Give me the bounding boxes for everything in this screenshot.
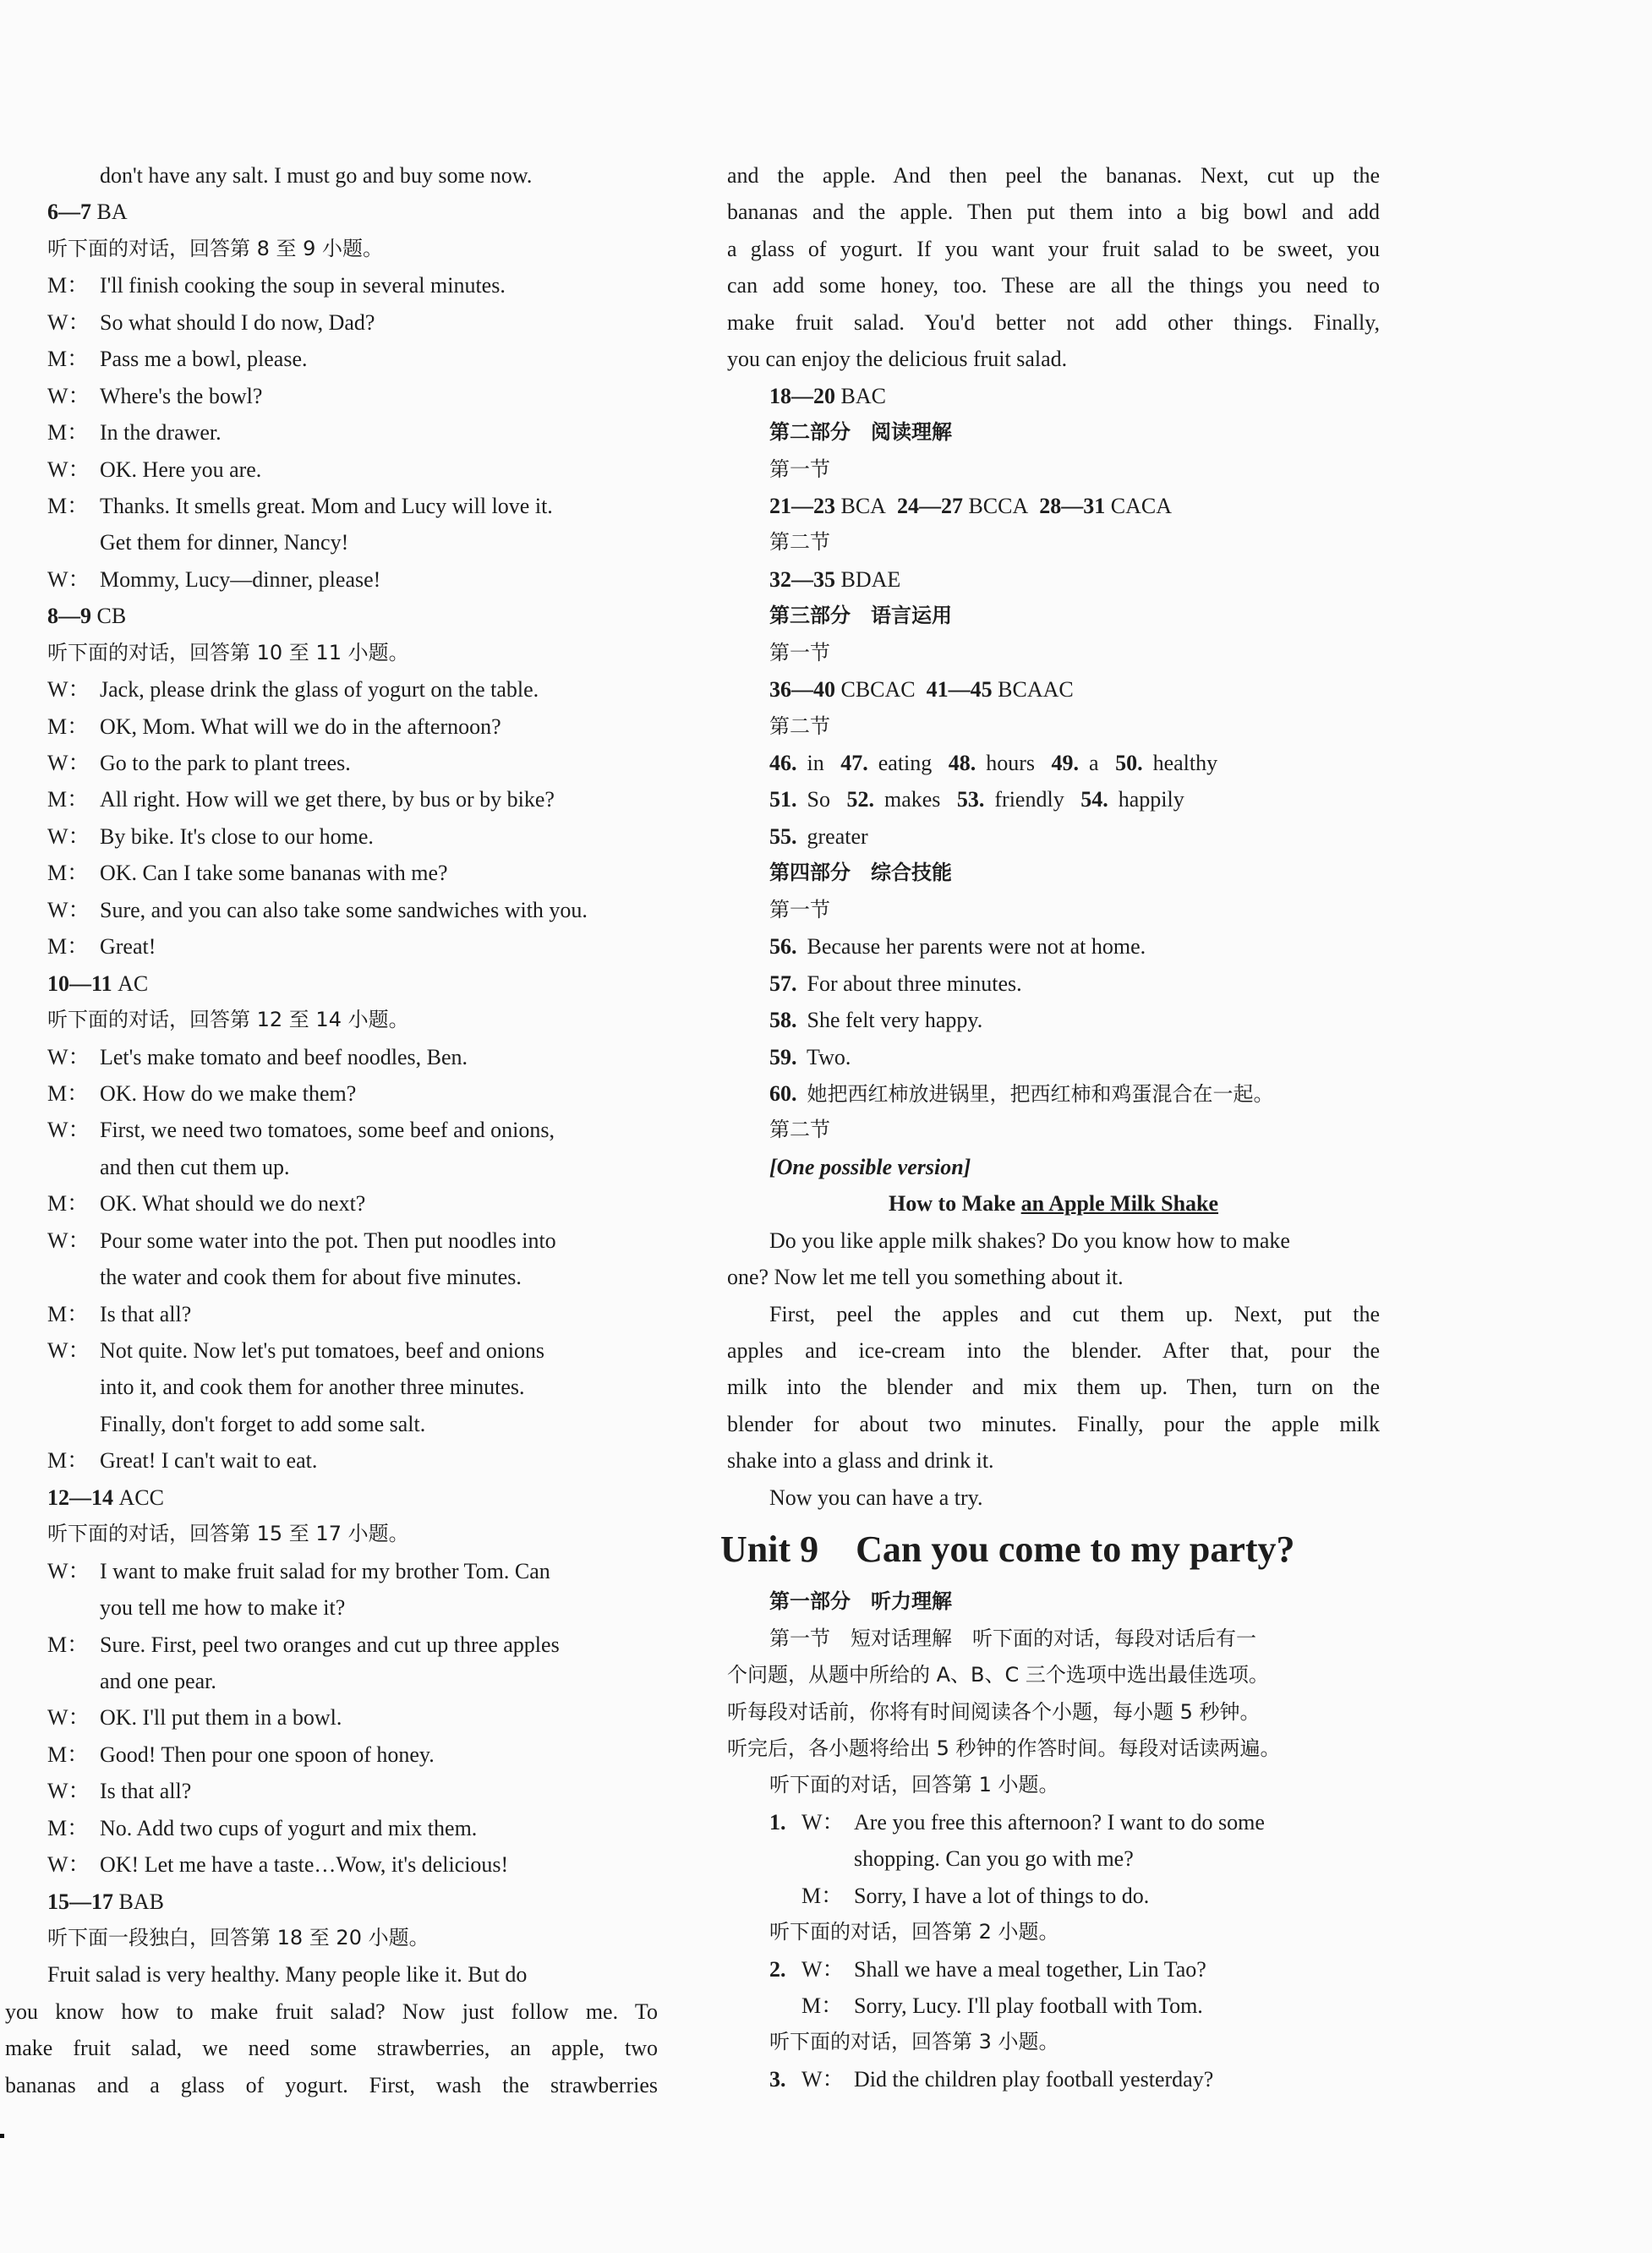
speaker-label: W： [47,383,90,408]
dialogue-line [47,414,658,451]
speaker-label: W： [801,2066,845,2092]
dialogue-question [727,1951,1380,1988]
answer-line [47,965,658,1002]
dialogue-text: Is that all? [100,1779,192,1804]
dialogue-line [47,671,658,708]
dialogue-continuation: you tell me how to make it? [100,1595,346,1621]
dialogue-line [47,561,658,598]
speaker-label: W： [47,1118,90,1143]
dialogue-text: So what should I do now, Dad? [100,309,375,335]
unit-title: Unit 9 Can you come to my party? [720,1528,1295,1571]
dialogue-text: Not quite. Now let's put tomatoes, beef and onions [100,1338,545,1363]
question-range: 8—9 [47,604,91,629]
item-answer: She felt very happy. [807,1008,983,1033]
dialogue-text: OK, Mom. What will we do in the afternoon? [100,714,501,739]
item-answer: a [1089,751,1099,775]
dialogue-text: OK. What should we do next? [100,1191,366,1217]
paragraph-line: a glass of yogurt. If you want your fruit salad to be sweet, you [727,236,1380,261]
answer-item [727,1075,1380,1112]
speaker-label: M： [47,714,90,739]
page-mark [0,2134,4,2138]
dialogue-text: In the drawer. [100,420,222,446]
dialogue-line [47,1810,658,1846]
question-range: 12—14 [47,1485,113,1510]
dialogue-text: Pour some water into the pot. Then put noodles into [100,1228,556,1253]
item-number: 54. [1080,787,1108,812]
dialogue-line [47,855,658,891]
item-number: 3. [769,2066,786,2092]
fill-answers-line [727,781,1380,818]
dialogue-text: Thanks. It smells great. Mom and Lucy will love it. [100,493,553,518]
item-answer: happily [1118,787,1184,812]
answer-key: BCAAC [998,677,1074,703]
answer-key: BAC [840,383,886,408]
speaker-label: M： [47,1448,90,1474]
dialogue-continuation: and then cut them up. [100,1154,290,1179]
speaker-label: M： [47,273,90,298]
item-answer: Two. [807,1044,851,1069]
answer-line [727,488,1380,524]
answer-line [47,1884,658,1920]
answer-key: ACC [118,1485,164,1510]
answer-line [727,378,1380,414]
answer-key: BDAE [840,566,901,592]
dialogue-line [47,928,658,965]
instruction-text: 听下面的对话，回答第 2 小题。 [769,1920,1059,1944]
item-number: 52. [846,787,874,812]
item-number: 49. [1051,751,1080,775]
answer-key: BAB [118,1889,164,1914]
paragraph-line: make fruit salad, we need some strawberries, an apple, two [5,2036,658,2061]
subsection-heading: 第一节 [769,457,830,481]
dialogue-text: I want to make fruit salad for my brother Tom. Can [100,1558,550,1583]
dialogue-text: Where's the bowl? [100,383,263,408]
dialogue-line [47,1846,658,1883]
question-range: 32—35 [769,566,835,592]
item-answer: makes [883,787,941,812]
speaker-label: W： [47,823,90,849]
dialogue-line [47,267,658,303]
speaker-label: M： [47,420,90,446]
essay-title-underlined: an Apple Milk Shake [1020,1191,1219,1217]
answer-line [47,598,658,634]
dialogue-text: Shall we have a meal together, Lin Tao? [854,1956,1206,1982]
dialogue-text: OK. Here you are. [100,457,262,482]
answer-key: CBCAC [840,677,916,703]
dialogue-text: Did the children play football yesterday? [854,2066,1214,2092]
essay-title-prefix: How to Make [888,1191,1021,1217]
dialogue-continuation: Finally, don't forget to add some salt. [100,1411,426,1436]
subsection-heading: 第二节 [769,530,830,555]
speaker-label: W： [47,1558,90,1583]
dialogue-text: OK. I'll put them in a bowl. [100,1705,342,1731]
speaker-label: W： [47,897,90,922]
item-answer: hours [986,751,1036,775]
instruction-text: 听下面一段独白，回答第 18 至 20 小题。 [47,1926,429,1950]
answer-line [47,194,658,230]
dialogue-line [47,488,658,524]
question-range: 15—17 [47,1889,113,1914]
speaker-label: W： [801,1956,845,1982]
dialogue-text: First, we need two tomatoes, some beef and onions, [100,1118,555,1143]
item-number: 60. [769,1080,797,1106]
speaker-label: W： [47,1338,90,1363]
subsection-heading: 第二节 [769,1118,830,1142]
dialogue-text: Great! [100,934,156,960]
dialogue-line [47,745,658,781]
item-answer: healthy [1152,751,1218,775]
speaker-label: M： [47,493,90,518]
dialogue-line [47,1039,658,1075]
instruction-text: 听下面的对话，回答第 12 至 14 小题。 [47,1008,409,1032]
instruction-text: 听下面的对话，回答第 3 小题。 [769,2030,1059,2054]
dialogue-continuation: the water and cook them for about five minutes. [100,1265,522,1290]
answer-key: CACA [1110,493,1173,518]
item-number: 47. [840,751,868,775]
item-number: 55. [769,823,797,849]
speaker-label: W： [47,1779,90,1804]
answer-line [727,671,1380,708]
paragraph-line: you can enjoy the delicious fruit salad. [727,347,1068,372]
instruction-text: 个问题，从题中所给的 A、B、C 三个选项中选出最佳选项。 [727,1663,1269,1687]
speaker-label: M： [801,1883,844,1908]
question-range: 36—40 [769,677,835,703]
paragraph-first-line: First, peel the apples and cut them up. Next, put the [769,1301,1380,1326]
paragraph-line: shake into a glass and drink it. [727,1448,994,1474]
dialogue-line [727,1988,1380,2024]
speaker-label: W： [47,751,90,775]
dialogue-text: Let's make tomato and beef noodles, Ben. [100,1044,468,1069]
section-heading: 第二部分 阅读理解 [769,420,952,445]
dialogue-question [727,1804,1380,1840]
dialogue-line [47,708,658,745]
question-range: 21—23 [769,493,835,518]
dialogue-line [47,1699,658,1736]
paragraph-first-line: Do you like apple milk shakes? Do you know how to make [769,1228,1290,1253]
version-label: [One possible version] [769,1154,971,1179]
question-range: 41—45 [926,677,993,703]
dialogue-line [47,341,658,377]
question-range: 24—27 [896,493,963,518]
dialogue-text: Good! Then pour one spoon of honey. [100,1742,435,1767]
dialogue-line [47,1773,658,1809]
item-number: 59. [769,1044,797,1069]
dialogue-text: Are you free this afternoon? I want to do some [854,1809,1265,1835]
dialogue-text: OK! Let me have a taste…Wow, it's delicious! [100,1852,509,1878]
speaker-label: W： [47,1228,90,1253]
item-answer: So [807,787,830,812]
instruction-text: 听下面的对话，回答第 15 至 17 小题。 [47,1522,409,1546]
item-number: 51. [769,787,797,812]
dialogue-line [47,818,658,855]
paragraph-line: one? Now let me tell you something about it. [727,1265,1124,1290]
dialogue-line [47,892,658,928]
dialogue-text: No. Add two cups of yogurt and mix them. [100,1815,478,1840]
paragraph-first-line: Now you can have a try. [769,1485,983,1510]
question-range: 6—7 [47,200,91,225]
dialogue-question [727,2061,1380,2097]
item-number: 57. [769,971,797,996]
right-column [720,157,1380,2097]
dialogue-continuation: into it, and cook them for another three minutes. [100,1375,525,1400]
item-number: 46. [769,751,797,775]
dialogue-line [47,1553,658,1589]
dialogue-text: OK. How do we make them? [100,1080,357,1106]
dialogue-line [47,1185,658,1222]
dialogue-text: Mommy, Lucy—dinner, please! [100,566,381,592]
answer-key: CB [96,604,127,629]
dialogue-text: I'll finish cooking the soup in several minutes. [100,273,506,298]
speaker-label: W： [801,1809,845,1835]
item-answer: in [807,751,824,775]
speaker-label: M： [47,1815,90,1840]
dialogue-continuation: don't have any salt. I must go and buy some now. [100,163,533,188]
paragraph-line: bananas and the apple. Then put them into a big bowl and add [727,200,1380,225]
question-range: 18—20 [769,383,835,408]
speaker-label: M： [47,861,90,886]
instruction-text: 听每段对话前，你将有时间阅读各个小题，每小题 5 秒钟。 [727,1699,1261,1724]
dialogue-text: Great! I can't wait to eat. [100,1448,318,1474]
dialogue-line [47,1112,658,1148]
dialogue-line [47,1296,658,1332]
dialogue-text: Sure. First, peel two oranges and cut up three apples [100,1632,560,1657]
dialogue-line [47,1075,658,1112]
item-number: 48. [948,751,976,775]
answer-key: BCA [840,493,886,518]
dialogue-text: Is that all? [100,1301,192,1326]
dialogue-line [47,378,658,414]
speaker-label: M： [47,787,90,812]
answer-key: BCCA [968,493,1029,518]
speaker-label: W： [47,677,90,703]
fill-answers-line [727,745,1380,781]
speaker-label: M： [47,1080,90,1106]
speaker-label: W： [47,457,90,482]
dialogue-text: Sorry, Lucy. I'll play football with Tom. [854,1993,1203,2018]
dialogue-text: Sorry, I have a lot of things to do. [854,1883,1150,1908]
instruction-text: 第一节 短对话理解 听下面的对话，每段对话后有一 [769,1626,1256,1650]
paragraph-line: and the apple. And then peel the bananas. Next, cut up the [727,163,1380,188]
speaker-label: W： [47,309,90,335]
dialogue-text: Pass me a bowl, please. [100,347,308,372]
speaker-label: W： [47,1852,90,1878]
speaker-label: W： [47,1044,90,1069]
dialogue-line [47,1332,658,1369]
paragraph-line: can add some honey, too. These are all the things you need to [727,273,1380,298]
item-number: 58. [769,1008,797,1033]
dialogue-line [47,1442,658,1479]
item-number: 1. [769,1809,786,1835]
dialogue-line [47,1627,658,1663]
speaker-label: M： [47,934,90,960]
paragraph-first-line: Fruit salad is very healthy. Many people like it. But do [47,1962,528,1988]
section-heading: 第三部分 语言运用 [769,604,952,628]
answer-item [727,1039,1380,1075]
speaker-label: M： [47,1301,90,1326]
dialogue-continuation: and one pear. [100,1668,216,1693]
section-heading: 第一部分 听力理解 [769,1589,952,1614]
dialogue-line [47,304,658,341]
item-number: 50. [1115,751,1143,775]
essay-title [727,1185,1380,1222]
speaker-label: M： [47,347,90,372]
dialogue-text: OK. Can I take some bananas with me? [100,861,448,886]
item-number: 53. [956,787,985,812]
item-number: 56. [769,934,797,960]
instruction-text: 听完后，各小题将给出 5 秒钟的作答时间。每段对话读两遍。 [727,1736,1281,1760]
subsection-heading: 第二节 [769,714,830,738]
question-range: 10—11 [47,971,112,996]
dialogue-text: All right. How will we get there, by bus or by bike? [100,787,555,812]
speaker-label: M： [47,1191,90,1217]
subsection-heading: 第一节 [769,640,830,664]
section-heading: 第四部分 综合技能 [769,861,952,885]
answer-key: BA [96,200,128,225]
dialogue-line [47,781,658,818]
instruction-text: 听下面的对话，回答第 1 小题。 [769,1773,1059,1797]
question-range: 28—31 [1039,493,1106,518]
subsection-heading: 第一节 [769,897,830,921]
dialogue-line [47,1736,658,1773]
item-number: 2. [769,1956,786,1982]
instruction-text: 听下面的对话，回答第 10 至 11 小题。 [47,640,409,664]
dialogue-line [727,1878,1380,1914]
left-column [5,157,658,2103]
speaker-label: W： [47,1705,90,1731]
speaker-label: M： [801,1993,844,2018]
paragraph-line: you know how to make fruit salad? Now just follow me. To [5,1999,658,2024]
dialogue-text: By bike. It's close to our home. [100,823,374,849]
item-answer: 她把西红柿放进锅里，把西红柿和鸡蛋混合在一起。 [807,1081,1274,1106]
item-answer: Because her parents were not at home. [807,934,1146,960]
speaker-label: M： [47,1742,90,1767]
answer-key: AC [118,971,149,996]
paragraph-line: milk into the blender and mix them up. Then, turn on the [727,1375,1380,1400]
dialogue-continuation: Get them for dinner, Nancy! [100,530,349,555]
fill-answers-line [727,818,1380,855]
dialogue-text: Jack, please drink the glass of yogurt on the table. [100,677,539,703]
item-answer: greater [807,823,868,849]
instruction-text: 听下面的对话，回答第 8 至 9 小题。 [47,236,384,260]
item-answer: For about three minutes. [807,971,1022,996]
paragraph-line: apples and ice-cream into the blender. After that, pour the [727,1338,1380,1363]
answer-item [727,928,1380,965]
dialogue-continuation: shopping. Can you go with me? [854,1846,1134,1872]
paragraph-line: make fruit salad. You'd better not add other things. Finally, [727,309,1380,335]
dialogue-text: Go to the park to plant trees. [100,751,351,775]
item-answer: eating [878,751,933,775]
answer-line [727,561,1380,598]
dialogue-line [47,1222,658,1259]
paragraph-line: bananas and a glass of yogurt. First, wash the strawberries [5,2072,658,2097]
answer-line [47,1479,658,1516]
dialogue-line [47,451,658,488]
speaker-label: W： [47,566,90,592]
answer-item [727,965,1380,1002]
item-answer: friendly [994,787,1064,812]
dialogue-text: Sure, and you can also take some sandwiches with you. [100,897,588,922]
answer-item [727,1002,1380,1038]
speaker-label: M： [47,1632,90,1657]
paragraph-line: blender for about two minutes. Finally, pour the apple milk [727,1411,1380,1436]
